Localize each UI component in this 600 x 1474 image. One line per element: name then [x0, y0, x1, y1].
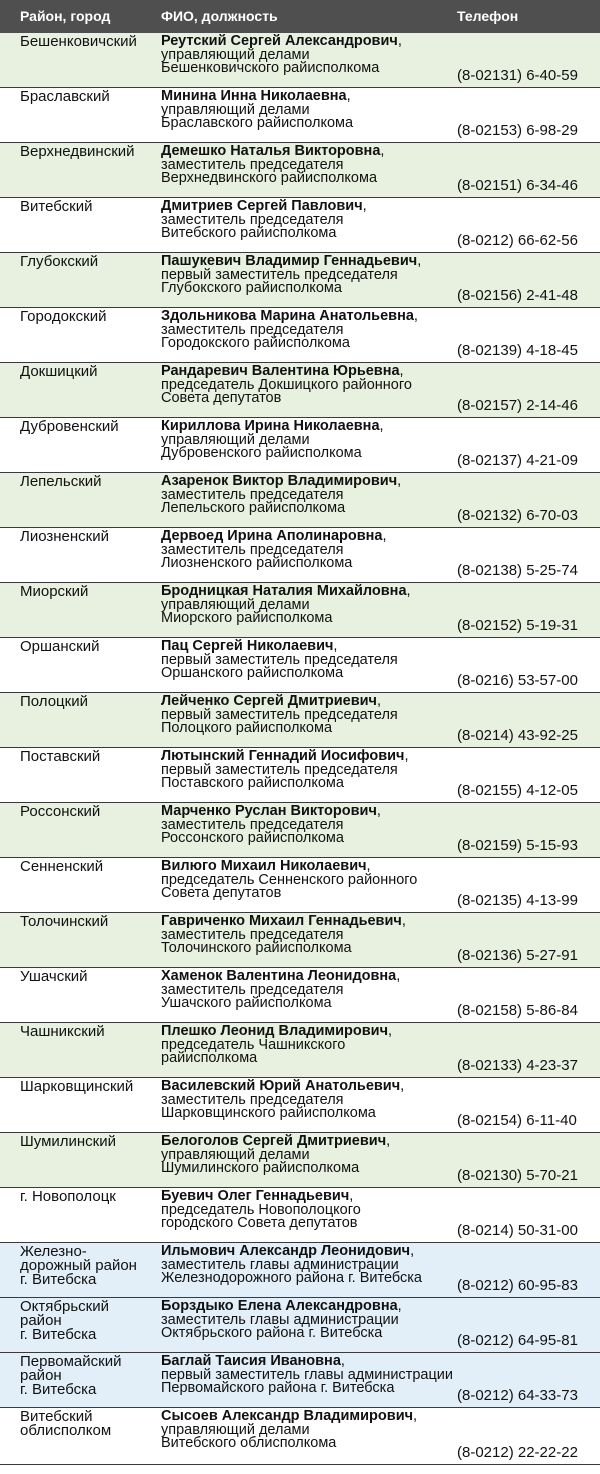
district-cell: Россонский	[20, 803, 101, 820]
person-position: председатель Докшицкого районного Совета депутатов	[161, 376, 412, 407]
person-cell: Демешко Наталья Викторовна, заместитель председателя Верхнедвинского райисполкома	[161, 145, 461, 186]
person-name: Василевский Юрий Анатольевич	[161, 1078, 401, 1094]
phone-cell: (8-02131) 6-40-59	[457, 67, 578, 84]
table-row	[0, 1078, 600, 1133]
phone-cell: (8-0212) 66-62-56	[457, 232, 578, 249]
person-name: Рандаревич Валентина Юрьевна	[161, 363, 400, 379]
district-cell: Дубровенский	[20, 418, 119, 435]
person-position: первый заместитель председателя Поставского райисполкома	[161, 761, 398, 792]
district-cell: Городокский	[20, 308, 107, 325]
table-row	[0, 363, 600, 418]
person-position: заместитель председателя Россонского райисполкома	[161, 816, 344, 847]
phone-cell: (8-02159) 5-15-93	[457, 837, 578, 854]
phone-cell: (8-02135) 4-13-99	[457, 892, 578, 909]
table-row	[0, 198, 600, 253]
person-position: заместитель председателя Витебского райисполкома	[161, 211, 344, 242]
person-position: председатель Чашникского райисполкома	[161, 1036, 346, 1067]
person-name: Хаменок Валентина Леонидовна	[161, 968, 397, 984]
person-position: председатель Новополоцкого городского Совета депутатов	[161, 1201, 361, 1232]
table-row	[0, 143, 600, 198]
person-cell: Хаменок Валентина Леонидовна, заместитель председателя Ушачского райисполкома	[161, 970, 461, 1011]
phone-cell: (8-0212) 60-95-83	[457, 1277, 578, 1294]
phone-cell: (8-02151) 6-34-46	[457, 177, 578, 194]
district-cell: Глубокский	[20, 253, 99, 270]
table-row	[0, 1023, 600, 1078]
table-row	[0, 33, 600, 88]
district-cell: Поставский	[20, 748, 101, 765]
phone-cell: (8-02152) 5-19-31	[457, 617, 578, 634]
person-position: заместитель главы администрации Октябрьского района г. Витебска	[161, 1311, 399, 1342]
district-cell: Октябрьский район г. Витебска	[20, 1298, 109, 1343]
district-cell: Витебский облисполком	[20, 1408, 112, 1439]
person-position: заместитель председателя Шарковщинского райисполкома	[161, 1091, 376, 1122]
district-cell: Оршанский	[20, 638, 100, 655]
person-position: заместитель председателя Ушачского райисполкома	[161, 981, 344, 1012]
person-cell: Реутский Сергей Александрович, управляющий делами Бешенковичского райисполкома	[161, 35, 461, 76]
phone-cell: (8-02158) 5-86-84	[457, 1002, 578, 1019]
person-name: Дервоед Ирина Аполинаровна	[161, 528, 383, 544]
person-cell: Бродницкая Наталия Михайловна, управляющий делами Миорского райисполкома	[161, 585, 461, 626]
table-row	[0, 1408, 600, 1465]
district-cell: г. Новополоцк	[20, 1188, 116, 1205]
person-position: управляющий делами Миорского райисполкома	[161, 596, 333, 627]
person-cell: Азаренок Виктор Владимирович, заместитель председателя Лепельского райисполкома	[161, 475, 461, 516]
person-name: Бродницкая Наталия Михайловна	[161, 583, 407, 599]
person-cell: Ильмович Александр Леонидович, заместитель главы администрации Железнодорожного района г. Витебска	[161, 1245, 461, 1286]
person-position: управляющий делами Витебского облисполкома	[161, 1421, 337, 1452]
table-row	[0, 803, 600, 858]
person-position: управляющий делами Шумилинского райисполкома	[161, 1146, 360, 1177]
person-cell: Плешко Леонид Владимирович, председатель Чашникского райисполкома	[161, 1025, 461, 1066]
person-name: Ильмович Александр Леонидович	[161, 1243, 411, 1259]
person-name: Кириллова Ирина Николаевна	[161, 418, 380, 434]
person-cell: Борздыко Елена Александровна, заместитель главы администрации Октябрьского района г. Витебска	[161, 1300, 461, 1341]
person-cell: Белоголов Сергей Дмитриевич, управляющий делами Шумилинского райисполкома	[161, 1135, 461, 1176]
phone-cell: (8-0214) 43-92-25	[457, 727, 578, 744]
person-position: заместитель председателя Верхнедвинского райисполкома	[161, 156, 378, 187]
district-cell: Железно- дорожный район г. Витебска	[20, 1243, 137, 1288]
district-cell: Толочинский	[20, 913, 109, 930]
person-name: Буевич Олег Геннадьевич	[161, 1188, 350, 1204]
table-row	[0, 528, 600, 583]
person-name: Вилюго Михаил Николаевич	[161, 858, 367, 874]
phone-cell: (8-02133) 4-23-37	[457, 1057, 578, 1074]
person-cell: Вилюго Михаил Николаевич, председатель Сенненского районного Совета депутатов	[161, 860, 461, 901]
person-cell: Баглай Таисия Ивановна, первый заместитель главы администрации Первомайского района г. Витебска	[161, 1355, 461, 1396]
district-cell: Сенненский	[20, 858, 104, 875]
district-cell: Витебский	[20, 198, 93, 215]
table-header	[0, 0, 600, 33]
person-cell: Лейченко Сергей Дмитриевич, первый заместитель председателя Полоцкого райисполкома	[161, 695, 461, 736]
phone-cell: (8-02130) 5-70-21	[457, 1167, 578, 1184]
person-name: Лютынский Геннадий Иосифович	[161, 748, 405, 764]
person-name: Минина Инна Николаевна	[161, 88, 347, 104]
phone-cell: (8-02157) 2-14-46	[457, 397, 578, 414]
phone-cell: (8-0212) 22-22-22	[457, 1444, 578, 1461]
person-position: первый заместитель председателя Глубокского райисполкома	[161, 266, 398, 297]
phone-cell: (8-0212) 64-33-73	[457, 1387, 578, 1404]
person-position: управляющий делами Бешенковичского райисполкома	[161, 46, 380, 77]
person-name: Пашукевич Владимир Геннадьевич	[161, 253, 418, 269]
district-cell: Миорский	[20, 583, 89, 600]
phone-cell: (8-02154) 6-11-40	[457, 1112, 577, 1129]
person-position: заместитель главы администрации Железнодорожного района г. Витебска	[161, 1256, 422, 1287]
table-row	[0, 858, 600, 913]
person-position: управляющий делами Браславского райисполкома	[161, 101, 354, 132]
table-row	[0, 418, 600, 473]
district-cell: Полоцкий	[20, 693, 88, 710]
person-name: Лейченко Сергей Дмитриевич	[161, 693, 377, 709]
person-cell: Минина Инна Николаевна, управляющий делами Браславского райисполкома	[161, 90, 461, 131]
phone-cell: (8-02137) 4-21-09	[457, 452, 578, 469]
phone-cell: (8-0212) 64-95-81	[457, 1332, 578, 1349]
district-cell: Лиозненский	[20, 528, 110, 545]
district-cell: Ушачский	[20, 968, 88, 985]
person-cell: Пашукевич Владимир Геннадьевич, первый заместитель председателя Глубокского райисполкома	[161, 255, 461, 296]
phone-cell: (8-02138) 5-25-74	[457, 562, 578, 579]
district-cell: Первомайский район г. Витебска	[20, 1353, 122, 1398]
person-cell: Буевич Олег Геннадьевич, председатель Новополоцкого городского Совета депутатов	[161, 1190, 461, 1231]
table-row	[0, 1133, 600, 1188]
person-cell: Василевский Юрий Анатольевич, заместитель председателя Шарковщинского райисполкома	[161, 1080, 461, 1121]
person-cell: Дмитриев Сергей Павлович, заместитель председателя Витебского райисполкома	[161, 200, 461, 241]
person-cell: Сысоев Александр Владимирович, управляющий делами Витебского облисполкома	[161, 1410, 461, 1451]
person-name: Белоголов Сергей Дмитриевич	[161, 1133, 387, 1149]
table-row	[0, 638, 600, 693]
person-name: Здольникова Марина Анатольевна	[161, 308, 414, 324]
table-row	[0, 968, 600, 1023]
phone-cell: (8-02153) 6-98-29	[457, 122, 578, 139]
person-name: Дмитриев Сергей Павлович	[161, 198, 363, 214]
person-name: Демешко Наталья Викторовна	[161, 143, 381, 159]
table-row	[0, 253, 600, 308]
person-position: заместитель председателя Лиозненского райисполкома	[161, 541, 353, 572]
district-cell: Чашникский	[20, 1023, 105, 1040]
person-name: Сысоев Александр Владимирович	[161, 1408, 414, 1424]
district-cell: Докшицкий	[20, 363, 98, 380]
phone-cell: (8-0216) 53-57-00	[457, 672, 578, 689]
person-position: первый заместитель председателя Полоцкого райисполкома	[161, 706, 398, 737]
table-row	[0, 1188, 600, 1243]
person-position: заместитель председателя Городокского райисполкома	[161, 321, 350, 352]
person-name: Марченко Руслан Викторович	[161, 803, 377, 819]
person-position: председатель Сенненского районного Совета депутатов	[161, 871, 418, 902]
table-body	[0, 33, 600, 1465]
table-row	[0, 1243, 600, 1298]
phone-cell: (8-02136) 5-27-91	[457, 947, 578, 964]
table-row	[0, 693, 600, 748]
table-row	[0, 1298, 600, 1353]
table-row	[0, 583, 600, 638]
person-cell: Рандаревич Валентина Юрьевна, председатель Докшицкого районного Совета депутатов	[161, 365, 461, 406]
table-row	[0, 748, 600, 803]
person-name: Гавриченко Михаил Геннадьевич	[161, 913, 402, 929]
phone-cell: (8-02155) 4-12-05	[457, 782, 578, 799]
district-cell: Бешенковичский	[20, 33, 137, 50]
table-row	[0, 1353, 600, 1408]
person-name: Азаренок Виктор Владимирович	[161, 473, 398, 489]
district-cell: Браславский	[20, 88, 110, 105]
phone-cell: (8-02139) 4-18-45	[457, 342, 578, 359]
person-position: первый заместитель председателя Оршанского райисполкома	[161, 651, 398, 682]
phone-cell: (8-02132) 6-70-03	[457, 507, 578, 524]
person-name: Борздыко Елена Александровна	[161, 1298, 398, 1314]
phone-cell: (8-02156) 2-41-48	[457, 287, 578, 304]
person-cell: Марченко Руслан Викторович, заместитель председателя Россонского райисполкома	[161, 805, 461, 846]
person-cell: Кириллова Ирина Николаевна, управляющий делами Дубровенского райисполкома	[161, 420, 461, 461]
person-cell: Лютынский Геннадий Иосифович, первый заместитель председателя Поставского райисполкома	[161, 750, 461, 791]
person-cell: Гавриченко Михаил Геннадьевич, заместитель председателя Толочинского райисполкома	[161, 915, 461, 956]
person-name: Плешко Леонид Владимирович	[161, 1023, 389, 1039]
person-name: Баглай Таисия Ивановна	[161, 1353, 341, 1369]
person-cell: Пац Сергей Николаевич, первый заместитель председателя Оршанского райисполкома	[161, 640, 461, 681]
table-row	[0, 473, 600, 528]
person-name: Реутский Сергей Александрович	[161, 33, 398, 49]
person-position: управляющий делами Дубровенского райисполкома	[161, 431, 362, 462]
table-row	[0, 88, 600, 143]
person-position: первый заместитель главы администрации Первомайского района г. Витебска	[161, 1366, 453, 1397]
person-cell: Здольникова Марина Анатольевна, заместитель председателя Городокского райисполкома	[161, 310, 461, 351]
district-cell: Лепельский	[20, 473, 102, 490]
district-cell: Шарковщинский	[20, 1078, 134, 1095]
person-cell: Дервоед Ирина Аполинаровна, заместитель председателя Лиозненского райисполкома	[161, 530, 461, 571]
person-position: заместитель председателя Лепельского райисполкома	[161, 486, 346, 517]
header-phone: Телефон	[457, 8, 519, 24]
person-position: заместитель председателя Толочинского райисполкома	[161, 926, 352, 957]
header-district: Район, город	[20, 8, 111, 24]
person-name: Пац Сергей Николаевич	[161, 638, 334, 654]
table-row	[0, 308, 600, 363]
table-row	[0, 913, 600, 968]
district-cell: Верхнедвинский	[20, 143, 135, 160]
district-cell: Шумилинский	[20, 1133, 117, 1150]
header-person: ФИО, должность	[161, 8, 278, 24]
phone-cell: (8-0214) 50-31-00	[457, 1222, 578, 1239]
